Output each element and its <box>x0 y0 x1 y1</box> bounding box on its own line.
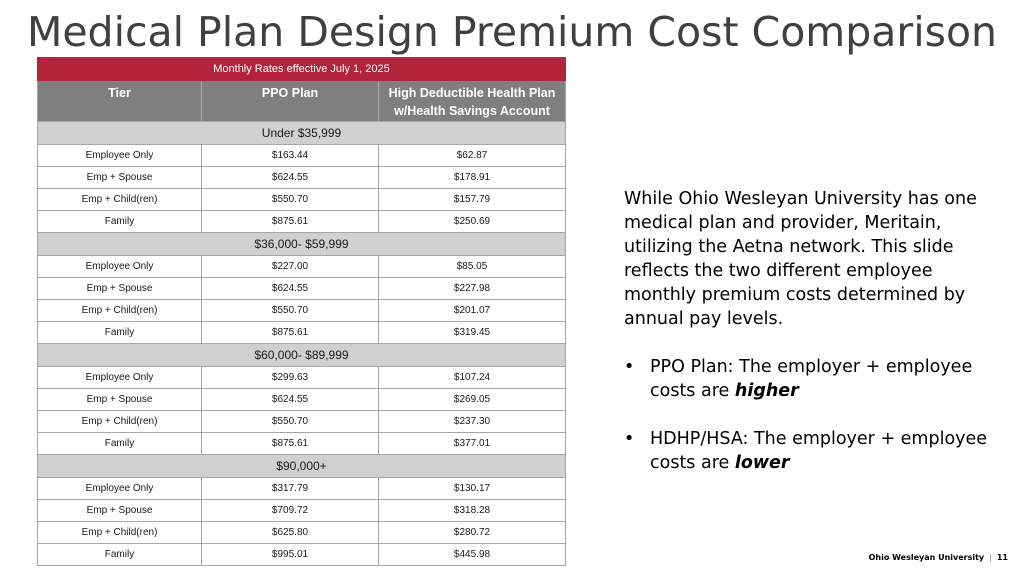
table-row <box>38 300 566 322</box>
bullet-item-hdhp <box>624 427 1004 475</box>
table-row <box>38 522 566 544</box>
ppo-rate-cell: $163.44 <box>202 145 379 167</box>
tier-cell: Emp + Child(ren) <box>38 189 202 211</box>
bullet-emphasis: higher <box>734 381 799 401</box>
table-section-row <box>38 233 566 256</box>
ppo-rate-cell: $227.00 <box>202 256 379 278</box>
tier-cell: Emp + Spouse <box>38 500 202 522</box>
hdhp-rate-cell: $62.87 <box>379 145 566 167</box>
pay-level-section-label: $90,000+ <box>38 455 566 478</box>
bullet-text: PPO Plan: The employer + employee costs are <box>650 357 973 401</box>
slide-title: Medical Plan Design Premium Cost Comparison <box>26 8 998 56</box>
hdhp-rate-cell: $269.05 <box>379 389 566 411</box>
pay-level-section-label: $60,000- $89,999 <box>38 344 566 367</box>
description-panel <box>624 187 1004 499</box>
ppo-rate-cell: $624.55 <box>202 278 379 300</box>
hdhp-rate-cell: $237.30 <box>379 411 566 433</box>
bullet-dot-icon: • <box>624 357 635 377</box>
table-row <box>38 544 566 566</box>
table-header-row <box>38 81 566 122</box>
table-section-row <box>38 122 566 145</box>
description-paragraph: While Ohio Wesleyan University has one medical plan and provider, Meritain, utilizing the Aetna network. This slide reflects the two different employee monthly premium costs determined by annual pay levels. <box>624 189 977 329</box>
hdhp-rate-cell: $107.24 <box>379 367 566 389</box>
tier-cell: Emp + Spouse <box>38 278 202 300</box>
tier-cell: Family <box>38 544 202 566</box>
table-row <box>38 278 566 300</box>
ppo-rate-cell: $709.72 <box>202 500 379 522</box>
bullet-list <box>624 355 1004 475</box>
hdhp-rate-cell: $318.28 <box>379 500 566 522</box>
bullet-item-ppo <box>624 355 1004 403</box>
ppo-rate-cell: $550.70 <box>202 411 379 433</box>
tier-cell: Employee Only <box>38 367 202 389</box>
ppo-rate-cell: $995.01 <box>202 544 379 566</box>
hdhp-rate-cell: $227.98 <box>379 278 566 300</box>
tier-cell: Employee Only <box>38 145 202 167</box>
ppo-rate-cell: $299.63 <box>202 367 379 389</box>
hdhp-rate-cell: $201.07 <box>379 300 566 322</box>
hdhp-rate-cell: $130.17 <box>379 478 566 500</box>
table-row <box>38 322 566 344</box>
tier-cell: Employee Only <box>38 478 202 500</box>
header-tier: Tier <box>38 81 202 122</box>
hdhp-rate-cell: $445.98 <box>379 544 566 566</box>
pay-level-section-label: Under $35,999 <box>38 122 566 145</box>
table-row <box>38 189 566 211</box>
table-section-row <box>38 455 566 478</box>
ppo-rate-cell: $317.79 <box>202 478 379 500</box>
table-row <box>38 145 566 167</box>
tier-cell: Emp + Spouse <box>38 167 202 189</box>
rates-table-body <box>38 58 566 566</box>
page-number: 11 <box>996 553 1008 562</box>
hdhp-rate-cell: $377.01 <box>379 433 566 455</box>
tier-cell: Family <box>38 322 202 344</box>
tier-cell: Emp + Child(ren) <box>38 411 202 433</box>
hdhp-rate-cell: $85.05 <box>379 256 566 278</box>
header-hdhp-plan: High Deductible Health Plan w/Health Savings Account <box>379 81 566 122</box>
bullet-text: HDHP/HSA: The employer + employee costs are <box>650 429 988 473</box>
ppo-rate-cell: $624.55 <box>202 167 379 189</box>
pay-level-section-label: $36,000- $59,999 <box>38 233 566 256</box>
bullet-emphasis: lower <box>734 453 790 473</box>
table-row <box>38 367 566 389</box>
table-row <box>38 433 566 455</box>
table-banner-row <box>38 58 566 81</box>
hdhp-rate-cell: $280.72 <box>379 522 566 544</box>
bullet-dot-icon: • <box>624 429 635 449</box>
tier-cell: Employee Only <box>38 256 202 278</box>
slide-footer <box>869 553 1008 562</box>
table-row <box>38 211 566 233</box>
hdhp-rate-cell: $178.91 <box>379 167 566 189</box>
tier-cell: Family <box>38 211 202 233</box>
ppo-rate-cell: $875.61 <box>202 322 379 344</box>
monthly-rates-table <box>37 57 566 566</box>
tier-cell: Emp + Spouse <box>38 389 202 411</box>
hdhp-rate-cell: $157.79 <box>379 189 566 211</box>
table-row <box>38 167 566 189</box>
ppo-rate-cell: $624.55 <box>202 389 379 411</box>
footer-separator: | <box>989 553 992 562</box>
table-row <box>38 411 566 433</box>
hdhp-rate-cell: $250.69 <box>379 211 566 233</box>
ppo-rate-cell: $875.61 <box>202 211 379 233</box>
hdhp-rate-cell: $319.45 <box>379 322 566 344</box>
header-ppo-plan: PPO Plan <box>202 81 379 122</box>
table-row <box>38 389 566 411</box>
ppo-rate-cell: $875.61 <box>202 433 379 455</box>
table-row <box>38 256 566 278</box>
footer-org: Ohio Wesleyan University <box>868 553 985 562</box>
ppo-rate-cell: $550.70 <box>202 189 379 211</box>
tier-cell: Emp + Child(ren) <box>38 300 202 322</box>
tier-cell: Family <box>38 433 202 455</box>
ppo-rate-cell: $625.80 <box>202 522 379 544</box>
ppo-rate-cell: $550.70 <box>202 300 379 322</box>
tier-cell: Emp + Child(ren) <box>38 522 202 544</box>
table-section-row <box>38 344 566 367</box>
table-row <box>38 500 566 522</box>
table-banner: Monthly Rates effective July 1, 2025 <box>38 58 566 81</box>
table-row <box>38 478 566 500</box>
